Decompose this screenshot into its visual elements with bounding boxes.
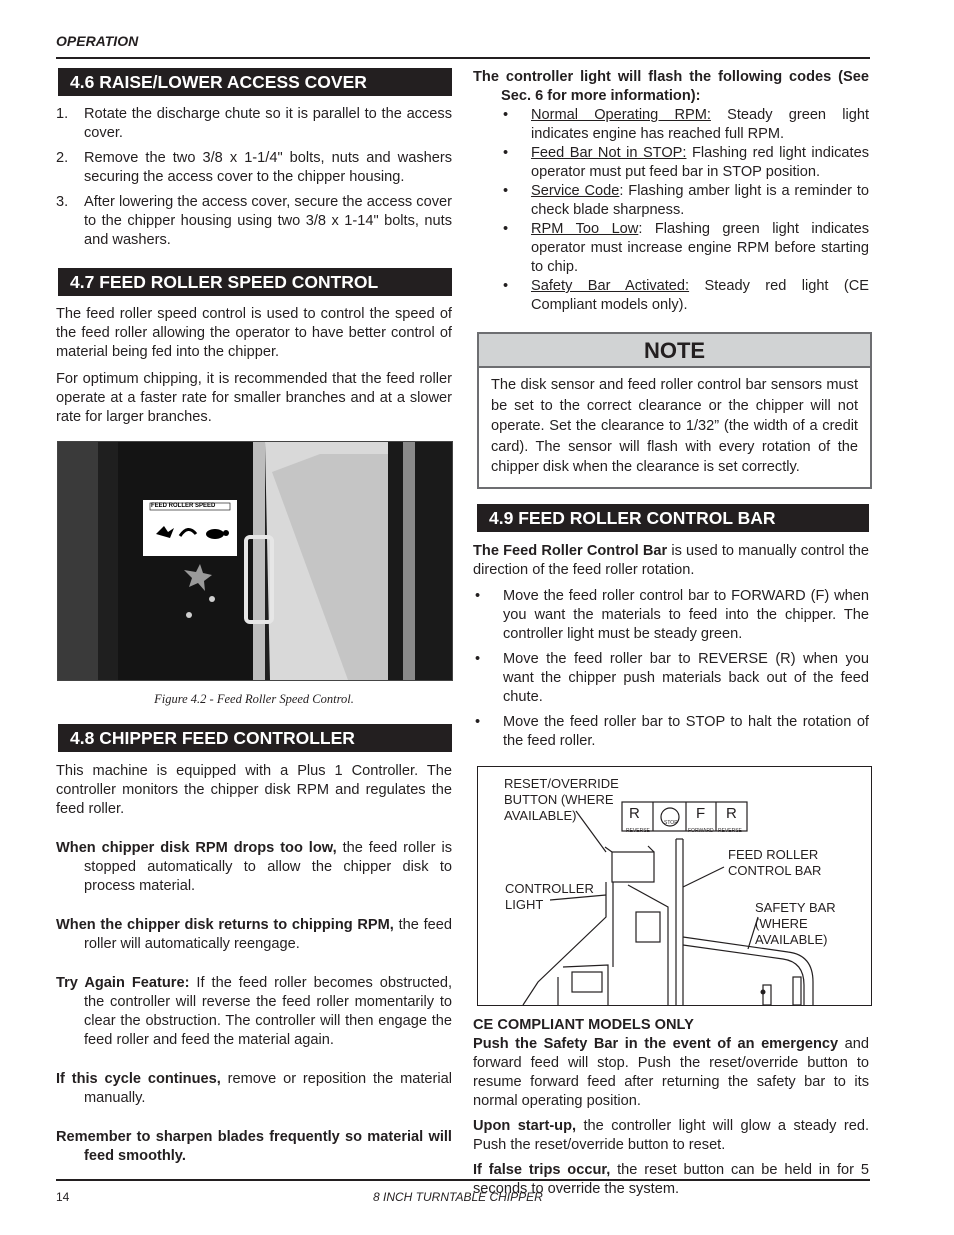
header-rule (56, 57, 870, 59)
note-text: The disk sensor and feed roller control bar sensors must be set to the correct clearance or the chipper will not operate. Set the clearance to 1/32” (the width of a credit card). The sensor will flash with every rotation of the chipper disk when the clearance is set correctly. (491, 377, 858, 475)
list-item: • RPM Too Low: Flashing green light indicates operator must increase engine RPM before starting to chip. (503, 221, 869, 275)
list-item: • Normal Operating RPM: Steady green light indicates engine has reached full RPM. (503, 107, 869, 142)
ce-heading: CE COMPLIANT MODELS ONLY (473, 1016, 694, 1033)
paragraph: When chipper disk RPM drops too low, the feed roller is stopped automatically to allow the chipper disk to process material. (56, 840, 453, 894)
list-item: 2. Remove the two 3/8 x 1-1/4" bolts, nuts and washers securing the access cover to the chipper housing. (56, 150, 452, 185)
figure-caption: Figure 4.2 - Feed Roller Speed Control. (154, 692, 354, 706)
controller-light-label: CONTROLLER LIGHT (505, 880, 594, 912)
note-title: NOTE (479, 334, 870, 368)
paragraph: For optimum chipping, it is recommended that the feed roller operate at a faster rate for smaller branches and at a slower rate for larger branches. (56, 371, 452, 425)
paragraph: If false trips occur, the reset button can be held in for 5 seconds to override the system. (473, 1161, 869, 1197)
paragraph: The feed roller speed control is used to control the speed of the feed roller allowing the operator to have better control of material being fed into the chipper. (56, 306, 452, 360)
page-number: 14 (56, 1190, 70, 1204)
paragraph: If this cycle continues, remove or reposition the material manually. (56, 1071, 452, 1106)
paragraph: The Feed Roller Control Bar is used to manually control the direction of the feed roller rotation. (473, 542, 869, 578)
control-bar-list (473, 587, 869, 751)
paragraph: Try Again Feature: If the feed roller becomes obstructed, the controller will reverse the feed roller momentarily to clear the obstruction. The controller will then engage the feed roller and feed the material again. (56, 975, 452, 1048)
left-column (56, 68, 452, 1166)
list-item: • Feed Bar Not in STOP: Flashing red light indicates operator must put feed bar in STOP position. (503, 145, 869, 180)
paragraph: When the chipper disk returns to chipping RPM, the feed roller will automatically reengage. (56, 917, 452, 952)
codes-intro: The controller light will flash the following codes (See Sec. 6 for more information): (473, 69, 869, 104)
section-4-7-heading: 4.7 FEED ROLLER SPEED CONTROL (58, 268, 452, 296)
paragraph: Remember to sharpen blades frequently so material will feed smoothly. (56, 1129, 452, 1164)
controller-diagram: RESET/OVERRIDE BUTTON (WHERE AVAILABLE) CONTROLLER LIGHT FEED ROLLER CONTROL BAR SAFETY BAR (WHERE AVAILABLE) R REVERSE STOP F FORWARD R REVERSE (477, 766, 872, 1006)
safety-bar-label: SAFETY BAR (WHERE AVAILABLE) (755, 899, 836, 947)
paragraph: Upon start-up, the controller light will glow a steady red. Push the reset/override button to reset. (473, 1117, 869, 1153)
reset-button-label: RESET/OVERRIDE BUTTON (WHERE AVAILABLE) (504, 775, 619, 823)
paragraph: This machine is equipped with a Plus 1 Controller. The controller monitors the chipper disk RPM and regulates the feed roller. (56, 763, 452, 817)
codes-list (501, 106, 869, 315)
right-column (473, 68, 869, 1199)
running-header: OPERATION (56, 33, 139, 49)
feed-roller-control-bar-label: FEED ROLLER CONTROL BAR (728, 846, 822, 878)
list-item: 1. Rotate the discharge chute so it is parallel to the access cover. (56, 106, 452, 141)
photo-illustration (58, 442, 452, 680)
feed-roller-speed-photo (57, 441, 453, 681)
footer-rule (56, 1179, 870, 1181)
list-item: 3. After lowering the access cover, secure the access cover to the chipper housing using two 3/8 x 1-14" bolts, nuts and washers. (56, 194, 452, 248)
list-item: • Move the feed roller control bar to FORWARD (F) when you want the materials to feed into the chipper. The controller light must be steady green. (475, 587, 869, 642)
list-item: • Move the feed roller bar to STOP to halt the rotation of the feed roller. (475, 713, 869, 749)
paragraph: Push the Safety Bar in the event of an emergency and forward feed will stop. Push the reset/override button to resume forward feed after returning the safety bar to its normal operating position. (473, 1035, 869, 1109)
footer-title: 8 INCH TURNTABLE CHIPPER (373, 1190, 543, 1204)
section-4-9-heading: 4.9 FEED ROLLER CONTROL BAR (477, 504, 869, 532)
list-item: • Service Code: Flashing amber light is a reminder to check blade sharpness. (503, 183, 869, 218)
list-item: • Safety Bar Activated: Steady red light (CE Compliant models only). (503, 278, 869, 313)
access-cover-steps (56, 105, 452, 250)
speed-decal-label: FEED ROLLER SPEED (151, 503, 216, 509)
section-4-6-heading: 4.6 RAISE/LOWER ACCESS COVER (58, 68, 452, 96)
list-item: • Move the feed roller bar to REVERSE (R) when you want the chipper push materials back out of the feed chute. (475, 650, 869, 705)
note-box (477, 332, 872, 489)
section-4-8-heading: 4.8 CHIPPER FEED CONTROLLER (58, 724, 452, 752)
